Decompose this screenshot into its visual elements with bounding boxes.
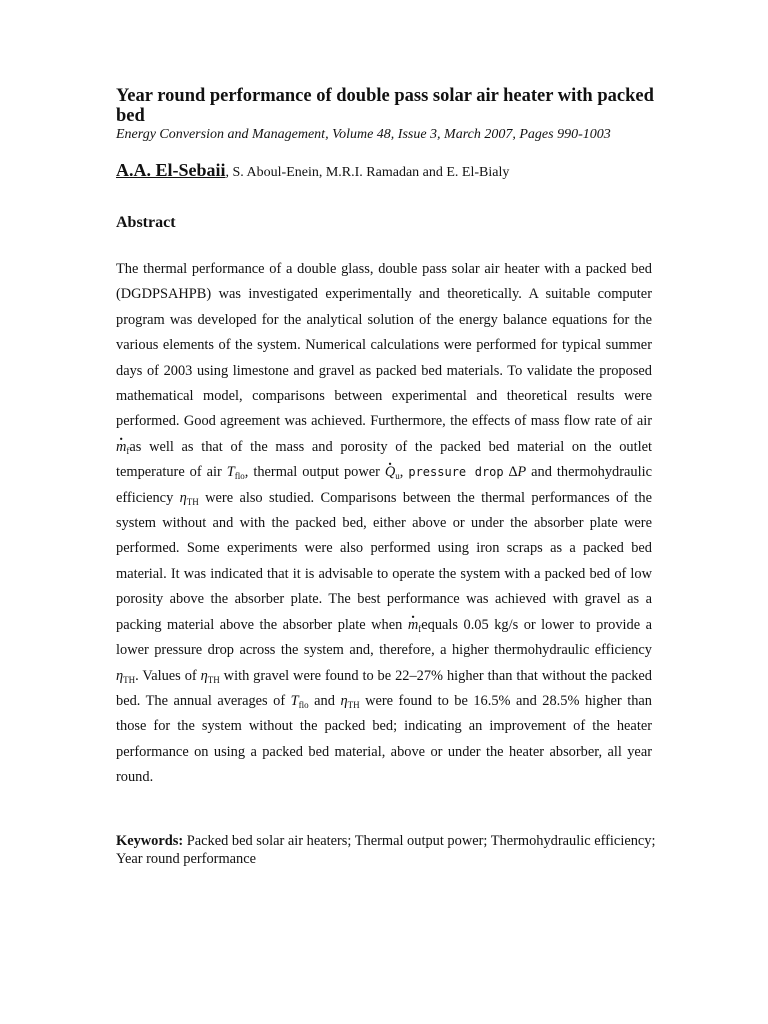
abstract-segment: , thermal output power	[244, 464, 385, 481]
abstract-segment: equals 0.05 kg/s or lower to provide a lower pressure drop across the system and, therefore, a higher thermohydraulic efficiency	[116, 616, 652, 659]
efficiency-symbol: $\eta_{TH}$	[340, 692, 360, 710]
abstract-text	[116, 257, 652, 791]
efficiency-symbol: $\eta_{TH}$	[179, 489, 199, 507]
abstract-segment: The thermal performance of a double glass, double pass solar air heater with a packed bed (DGDPSAHPB) was investigated experimentally and theoretically. A suitable computer program was developed for the analytical solution of the energy balance equations for the various elements of the system. Numerical calculations were performed for typical summer days of 2003 using limestone and gravel as packed bed materials. To validate the proposed mathematical model, comparisons between experimental and theoretical results were performed. Good agreement was achieved. Furthermore, the effects of mass flow rate of air	[116, 261, 652, 430]
efficiency-symbol: $\eta_{TH}$	[116, 667, 136, 685]
journal-citation	[116, 127, 656, 143]
outlet-temp-symbol: $T_{flo}$	[226, 464, 245, 482]
abstract-segment: were found to be 16.5% and 28.5% higher than those for the system without the packed bed; indicating an improvement of the heater performance on using a packed bed material, above or under the heater absorber, all year round.	[116, 692, 652, 786]
journal-details: , Volume 48, Issue 3, March 2007, Pages 990-1003	[325, 127, 611, 142]
keywords-text: Packed bed solar air heaters; Thermal output power; Thermohydraulic efficiency; Year round performance	[116, 833, 656, 867]
abstract-segment: were also studied. Comparisons between the thermal performances of the system without and with the packed bed, either above or under the absorber plate were performed. Some experiments were also performed using iron scraps as a packed bed material. It was indicated that it is advisable to operate the system with a packed bed of low porosity above the absorber plate. The best performance was achieved with gravel as a packing material above the absorber plate when	[116, 489, 652, 633]
mass-flow-symbol: . $m_f$	[116, 439, 129, 455]
journal-name: Energy Conversion and Management	[116, 127, 326, 142]
efficiency-symbol: $\eta_{TH}$	[200, 667, 220, 685]
pressure-drop-label: pressure drop	[408, 465, 504, 480]
abstract-segment: . Values of	[135, 667, 201, 684]
lead-author: A.A. El-Sebaii	[116, 160, 226, 180]
abstract-segment: ,	[399, 464, 409, 481]
outlet-temp-symbol: $T_{flo}$	[290, 692, 309, 710]
keywords	[116, 832, 656, 868]
keywords-label: Keywords:	[116, 833, 184, 849]
mass-flow-symbol: . $m_f$	[408, 617, 421, 633]
abstract-segment: and	[308, 692, 341, 709]
output-power-symbol: . $Q_u$	[385, 464, 400, 480]
abstract-segment: with gravel were found to be 22–27% higher than that without the packed bed. The annual averages of	[116, 667, 652, 709]
author-list	[116, 160, 656, 183]
abstract-segment: as well as that of the mass and porosity of the packed bed material on the outlet temperature of air	[116, 438, 652, 481]
abstract-segment: and thermohydraulic efficiency	[116, 464, 652, 506]
paper-title: Year round performance of double pass solar air heater with packed bed	[116, 86, 654, 126]
co-authors: , S. Aboul-Enein, M.R.I. Ramadan and E. El-Bialy	[225, 165, 510, 180]
pressure-symbol: P	[517, 464, 527, 481]
abstract-segment: ∆	[503, 464, 518, 481]
abstract-heading: Abstract	[116, 214, 176, 231]
